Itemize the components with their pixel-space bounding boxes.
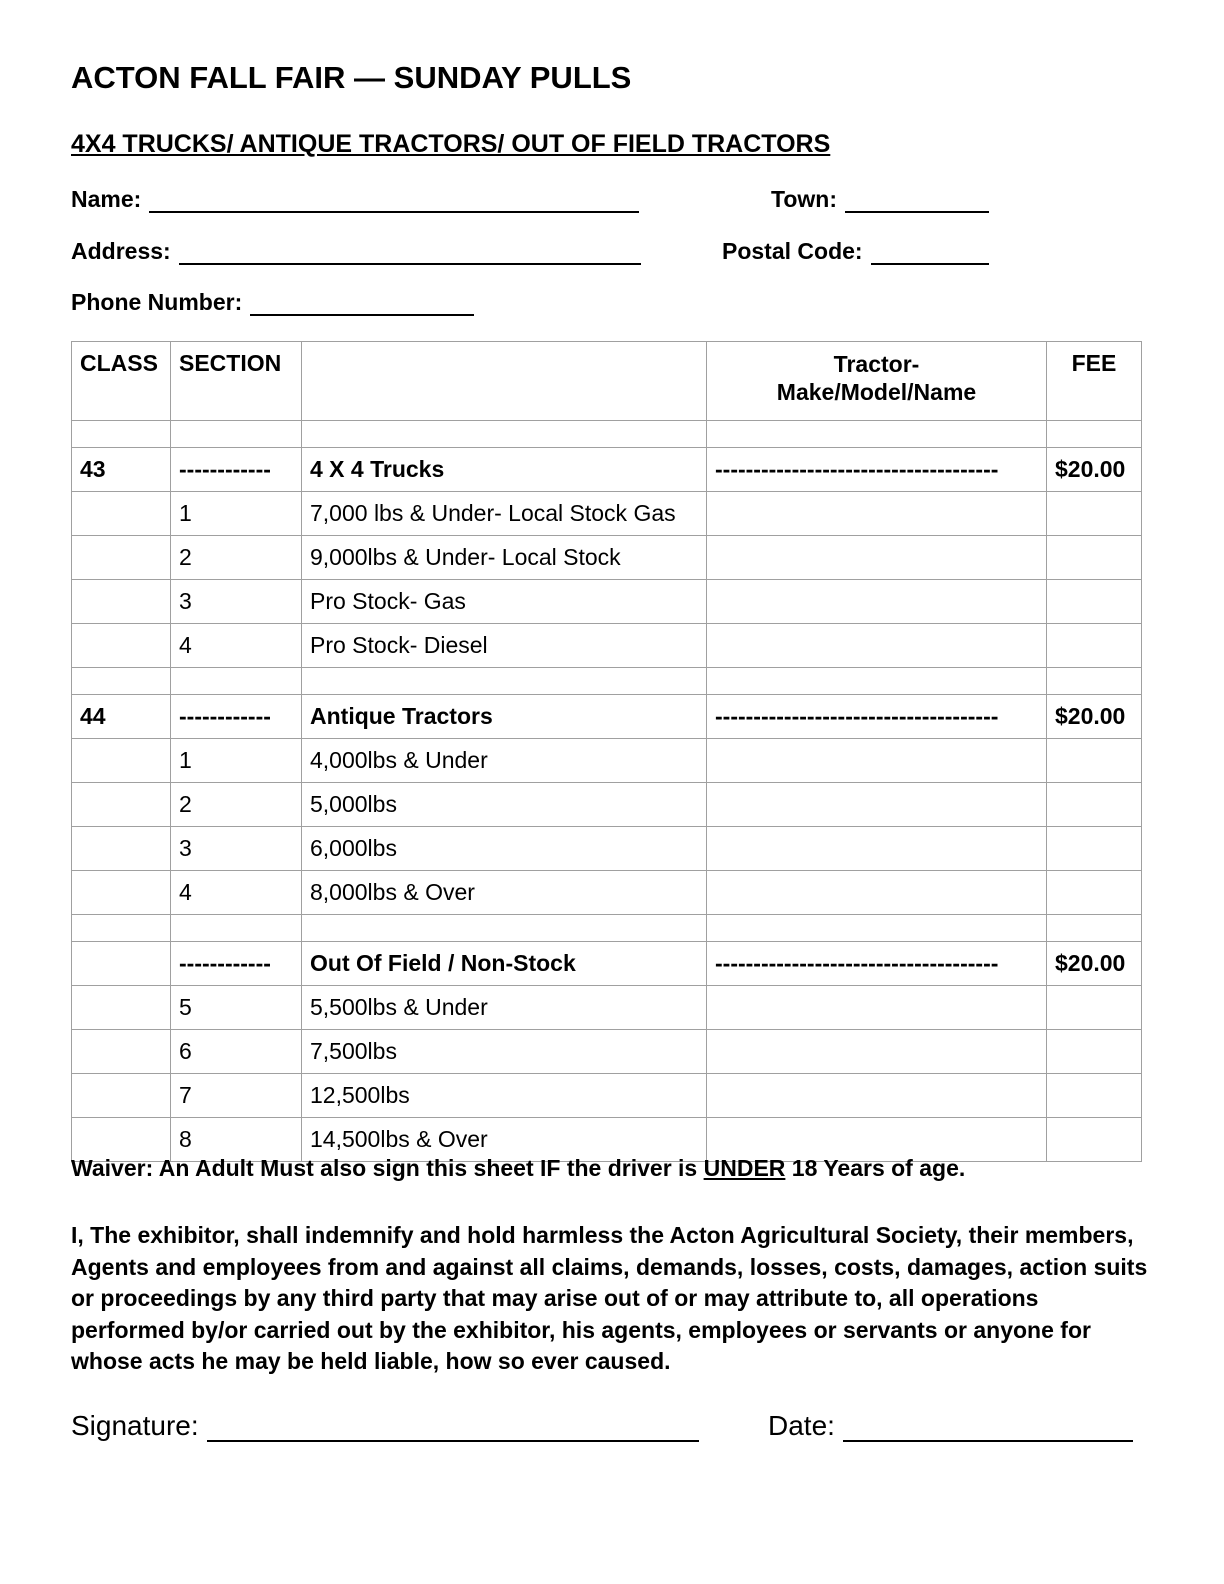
section-number: 4 bbox=[171, 624, 302, 668]
date-input-line[interactable] bbox=[843, 1414, 1133, 1442]
table-header-row bbox=[72, 342, 1142, 421]
address-field bbox=[71, 238, 641, 265]
section-dashes: ------------ bbox=[171, 942, 302, 986]
section-description: 8,000lbs & Over bbox=[302, 871, 707, 915]
fee-cell bbox=[1047, 580, 1142, 624]
fee-cell bbox=[1047, 624, 1142, 668]
class-heading-row bbox=[72, 448, 1142, 492]
fee-cell bbox=[1047, 783, 1142, 827]
class-number: 44 bbox=[72, 695, 171, 739]
tractor-entry-cell[interactable] bbox=[707, 492, 1047, 536]
section-dashes: ------------ bbox=[171, 448, 302, 492]
registration-table bbox=[71, 341, 1142, 1162]
section-row bbox=[72, 827, 1142, 871]
name-input-line[interactable] bbox=[149, 189, 639, 213]
page-subtitle: 4X4 TRUCKS/ ANTIQUE TRACTORS/ OUT OF FIELD TRACTORS bbox=[71, 130, 831, 158]
section-description: 5,500lbs & Under bbox=[302, 986, 707, 1030]
fee-cell bbox=[1047, 536, 1142, 580]
town-field bbox=[771, 186, 989, 213]
section-row bbox=[72, 624, 1142, 668]
address-input-line[interactable] bbox=[179, 241, 641, 265]
tractor-dashes: ------------------------------------- bbox=[707, 695, 1047, 739]
spacer-row bbox=[72, 421, 1142, 448]
phone-input-line[interactable] bbox=[250, 292, 474, 316]
class-fee: $20.00 bbox=[1047, 695, 1142, 739]
section-description: Pro Stock- Gas bbox=[302, 580, 707, 624]
section-description: Pro Stock- Diesel bbox=[302, 624, 707, 668]
section-description: 9,000lbs & Under- Local Stock bbox=[302, 536, 707, 580]
section-dashes: ------------ bbox=[171, 695, 302, 739]
indemnity-paragraph: I, The exhibitor, shall indemnify and hold harmless the Acton Agricultural Society, their members, Agents and employees from and against all claims, demands, losses, costs, damages, action suits or proceedings by any third party that may arise out of or may attribute to, all operations performed by/or carried out by the exhibitor, his agents, employees or servants or anyone for whose acts he may be held liable, how so ever caused. bbox=[71, 1222, 1148, 1375]
section-number: 3 bbox=[171, 580, 302, 624]
tractor-dashes: ------------------------------------- bbox=[707, 942, 1047, 986]
name-field bbox=[71, 186, 639, 213]
header-fee: FEE bbox=[1047, 342, 1142, 421]
signature-input-line[interactable] bbox=[207, 1414, 699, 1442]
class-number bbox=[72, 942, 171, 986]
waiver-suffix: 18 Years of age. bbox=[785, 1155, 966, 1181]
tractor-entry-cell[interactable] bbox=[707, 536, 1047, 580]
section-number: 3 bbox=[171, 827, 302, 871]
section-row bbox=[72, 783, 1142, 827]
fee-cell bbox=[1047, 1074, 1142, 1118]
date-label: Date: bbox=[768, 1410, 835, 1441]
section-row bbox=[72, 580, 1142, 624]
class-title: Antique Tractors bbox=[302, 695, 707, 739]
class-heading-row bbox=[72, 942, 1142, 986]
section-row bbox=[72, 1030, 1142, 1074]
section-description: 4,000lbs & Under bbox=[302, 739, 707, 783]
section-number: 2 bbox=[171, 783, 302, 827]
section-number: 7 bbox=[171, 1074, 302, 1118]
town-label: Town: bbox=[771, 186, 837, 212]
header-description bbox=[302, 342, 707, 421]
page-title: ACTON FALL FAIR — SUNDAY PULLS bbox=[71, 60, 632, 95]
fee-cell bbox=[1047, 1030, 1142, 1074]
section-description: 14,500lbs & Over bbox=[302, 1118, 707, 1162]
section-number: 1 bbox=[171, 739, 302, 783]
tractor-entry-cell[interactable] bbox=[707, 827, 1047, 871]
header-tractor: Tractor- Make/Model/Name bbox=[707, 342, 1047, 421]
phone-label: Phone Number: bbox=[71, 289, 243, 315]
waiver-text bbox=[71, 1155, 965, 1182]
tractor-entry-cell[interactable] bbox=[707, 1074, 1047, 1118]
section-row bbox=[72, 1074, 1142, 1118]
fee-cell bbox=[1047, 827, 1142, 871]
header-section: SECTION bbox=[171, 342, 302, 421]
waiver-prefix: Waiver: An Adult Must also sign this sheet IF the driver is bbox=[71, 1155, 704, 1181]
section-row bbox=[72, 492, 1142, 536]
town-input-line[interactable] bbox=[845, 189, 989, 213]
fee-cell bbox=[1047, 1118, 1142, 1162]
tractor-entry-cell[interactable] bbox=[707, 986, 1047, 1030]
section-description: 6,000lbs bbox=[302, 827, 707, 871]
tractor-dashes: ------------------------------------- bbox=[707, 448, 1047, 492]
waiver-emphasis: UNDER bbox=[703, 1155, 786, 1181]
tractor-entry-cell[interactable] bbox=[707, 871, 1047, 915]
section-number: 4 bbox=[171, 871, 302, 915]
fee-cell bbox=[1047, 739, 1142, 783]
postal-code-input-line[interactable] bbox=[871, 241, 989, 265]
fee-cell bbox=[1047, 871, 1142, 915]
spacer-row bbox=[72, 915, 1142, 942]
spacer-row bbox=[72, 668, 1142, 695]
tractor-entry-cell[interactable] bbox=[707, 783, 1047, 827]
tractor-entry-cell[interactable] bbox=[707, 739, 1047, 783]
class-number: 43 bbox=[72, 448, 171, 492]
section-number: 2 bbox=[171, 536, 302, 580]
signature-label: Signature: bbox=[71, 1410, 199, 1441]
section-number: 8 bbox=[171, 1118, 302, 1162]
section-row bbox=[72, 536, 1142, 580]
class-fee: $20.00 bbox=[1047, 448, 1142, 492]
class-title: Out Of Field / Non-Stock bbox=[302, 942, 707, 986]
section-number: 6 bbox=[171, 1030, 302, 1074]
tractor-entry-cell[interactable] bbox=[707, 580, 1047, 624]
name-label: Name: bbox=[71, 186, 142, 212]
date-field bbox=[768, 1410, 1133, 1442]
postal-code-field bbox=[722, 238, 989, 265]
fee-cell bbox=[1047, 492, 1142, 536]
section-row bbox=[72, 986, 1142, 1030]
header-class: CLASS bbox=[72, 342, 171, 421]
section-description: 5,000lbs bbox=[302, 783, 707, 827]
section-description: 7,000 lbs & Under- Local Stock Gas bbox=[302, 492, 707, 536]
address-label: Address: bbox=[71, 238, 171, 264]
class-heading-row bbox=[72, 695, 1142, 739]
tractor-entry-cell[interactable] bbox=[707, 1030, 1047, 1074]
section-row bbox=[72, 871, 1142, 915]
section-number: 1 bbox=[171, 492, 302, 536]
signature-field bbox=[71, 1410, 699, 1442]
phone-field bbox=[71, 289, 474, 316]
section-number: 5 bbox=[171, 986, 302, 1030]
section-row bbox=[72, 739, 1142, 783]
class-title: 4 X 4 Trucks bbox=[302, 448, 707, 492]
section-description: 7,500lbs bbox=[302, 1030, 707, 1074]
fee-cell bbox=[1047, 986, 1142, 1030]
tractor-entry-cell[interactable] bbox=[707, 624, 1047, 668]
class-fee: $20.00 bbox=[1047, 942, 1142, 986]
section-description: 12,500lbs bbox=[302, 1074, 707, 1118]
postal-code-label: Postal Code: bbox=[722, 238, 863, 264]
